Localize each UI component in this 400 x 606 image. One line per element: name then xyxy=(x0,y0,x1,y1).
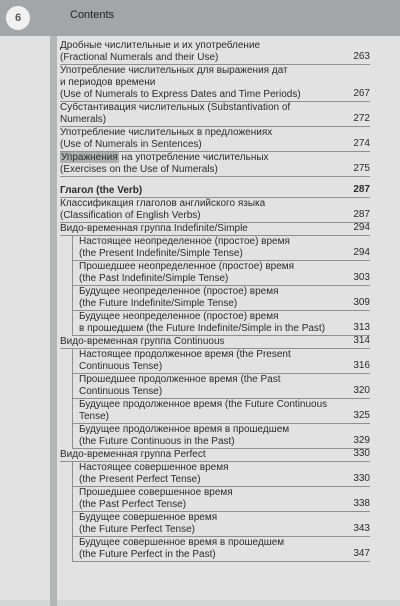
toc-page-number: 347 xyxy=(353,548,370,559)
toc-page-number: 274 xyxy=(353,138,370,149)
toc-entry-title: Будущее совершенное время в прошедшем (the Future Perfect in the Past) xyxy=(79,537,285,560)
toc-page-number: 343 xyxy=(353,523,370,534)
toc-entry-title: Настоящее продолженное время (the Present Continuous Tense) xyxy=(79,349,291,372)
toc-entry-title: Употребление числительных в предложениях (Use of Numerals in Sentences) xyxy=(60,127,273,150)
toc-entry xyxy=(60,223,370,236)
toc-entry-title: Видо-временная группа Perfect xyxy=(60,449,206,460)
toc-entry xyxy=(60,185,370,198)
toc-entry-title: Дробные числительные и их употребление (Fractional Numerals and their Use) xyxy=(60,40,261,63)
toc-page-number: 329 xyxy=(353,435,370,446)
toc-page-number: 313 xyxy=(353,322,370,333)
toc-entry xyxy=(60,102,370,127)
toc-entry-title: Прошедшее совершенное время (the Past Perfect Tense) xyxy=(79,487,233,510)
toc-page-number: 303 xyxy=(353,272,370,283)
toc-entry-title: Будущее продолженное время (the Future Continuous Tense) xyxy=(79,399,328,422)
toc-page-number: 338 xyxy=(353,498,370,509)
toc-entry-title-rest: на употребление числительных (Exercises on the Use of Numerals) xyxy=(60,152,269,175)
toc-entry-title: Глагол (the Verb) xyxy=(60,185,143,196)
toc-entry xyxy=(60,449,370,462)
toc-entry-title: Будущее неопределенное (простое) время (the Future Indefinite/Simple Tense) xyxy=(79,286,279,309)
toc-entry-title: Классификация глаголов английского языка (Classification of English Verbs) xyxy=(60,198,266,221)
margin-rule xyxy=(50,36,57,606)
toc-page-number: 314 xyxy=(353,335,370,346)
toc-page-number: 287 xyxy=(353,209,370,220)
toc-subentry xyxy=(72,349,370,374)
toc-subentry xyxy=(72,286,370,311)
toc-entry-title: Будущее совершенное время (the Future Perfect Tense) xyxy=(79,512,218,535)
toc-entry-title: Субстантивация числительных (Substantivation of Numerals) xyxy=(60,102,291,125)
toc-page-number: 294 xyxy=(353,222,370,233)
toc-page-number: 325 xyxy=(353,410,370,421)
toc-entry-title: Употребление числительных для выражения дат и периодов времени (Use of Numerals to Express Dates and Time Periods) xyxy=(60,65,301,100)
toc-page-number: 267 xyxy=(353,88,370,99)
toc-subentry xyxy=(72,399,370,424)
toc-subentry xyxy=(72,462,370,487)
toc-entry-title: Будущее продолженное время в прошедшем (the Future Continuous in the Past) xyxy=(79,424,290,447)
toc-entry xyxy=(60,127,370,152)
toc-page-number: 320 xyxy=(353,385,370,396)
toc-page-number: 294 xyxy=(353,247,370,258)
toc-page-number: 287 xyxy=(353,184,370,195)
toc-entry-title: Настоящее совершенное время (the Present Perfect Tense) xyxy=(79,462,229,485)
toc-subentry xyxy=(72,537,370,562)
toc-page-number: 316 xyxy=(353,360,370,371)
highlighted-word: Упражнения xyxy=(61,152,118,163)
toc-subentry xyxy=(72,512,370,537)
toc-subentry xyxy=(72,374,370,399)
toc-page-number: 330 xyxy=(353,448,370,459)
page-number-badge: 6 xyxy=(6,6,30,30)
toc-entry-title: Видо-временная группа Indefinite/Simple xyxy=(60,223,248,234)
toc-subentry xyxy=(72,487,370,512)
page-header xyxy=(0,0,400,36)
toc-entry-title: Прошедшее продолженное время (the Past Continuous Tense) xyxy=(79,374,281,397)
toc-entry-title: Прошедшее неопределенное (простое) время (the Past Indefinite/Simple Tense) xyxy=(79,261,295,284)
toc-entry-title: Видо-временная группа Continuous xyxy=(60,336,225,347)
section-gap xyxy=(60,177,370,185)
table-of-contents xyxy=(60,40,370,562)
toc-subentry xyxy=(72,311,370,336)
toc-entry xyxy=(60,65,370,102)
toc-entry xyxy=(60,198,370,223)
toc-page-number: 263 xyxy=(353,51,370,62)
toc-entry xyxy=(60,152,370,177)
toc-subentry xyxy=(72,424,370,449)
toc-subentry xyxy=(72,236,370,261)
toc-page-number: 309 xyxy=(353,297,370,308)
toc-subentry xyxy=(72,261,370,286)
toc-entry xyxy=(60,40,370,65)
toc-entry xyxy=(60,336,370,349)
toc-page-number: 330 xyxy=(353,473,370,484)
toc-page-number: 275 xyxy=(353,163,370,174)
toc-entry-title: Будущее неопределенное (простое) время в прошедшем (the Future Indefinite/Simple in the Past) xyxy=(79,311,326,334)
toc-entry-title: Настоящее неопределенное (простое) время (the Present Indefinite/Simple Tense) xyxy=(79,236,290,259)
toc-page-number: 272 xyxy=(353,113,370,124)
running-title: Contents xyxy=(70,9,115,21)
toc-entry-title xyxy=(60,152,336,176)
